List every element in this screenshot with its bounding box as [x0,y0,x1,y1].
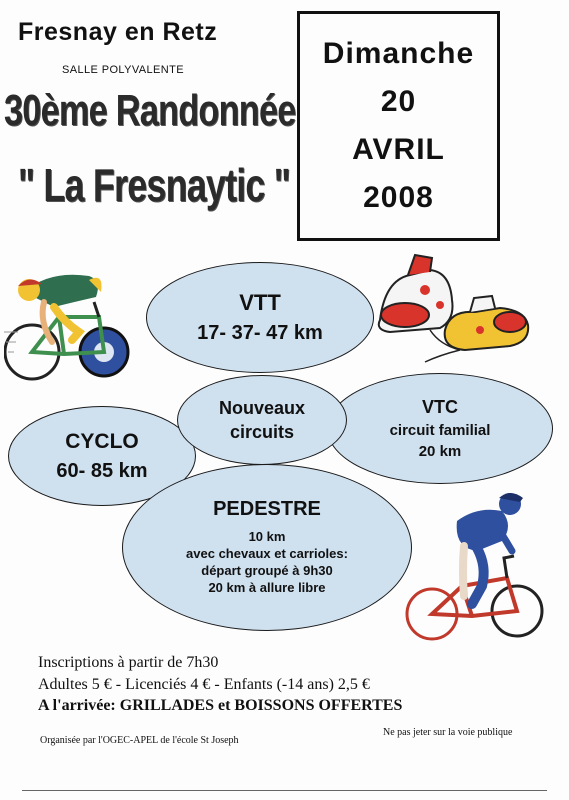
event-title: 30ème Randonnée [4,86,296,135]
pedestre-line-2: avec chevaux et carrioles: [186,546,348,562]
vtc-label: VTC [422,397,458,417]
pedestre-line-4: 20 km à allure libre [208,579,326,595]
pedestre-label: PEDESTRE [213,498,321,521]
cyclist-right-illustration [402,486,552,651]
cyclist-left-illustration [4,262,154,387]
pedestre-line-1: 10 km [248,529,286,545]
vtc-distance: 20 km [418,443,462,460]
arrival-offer [38,695,402,717]
new-circuits-oval [177,375,347,465]
registration-info [38,652,402,717]
date-number: 20 [380,85,417,118]
cyclo-distances: 60- 85 km [56,459,148,482]
pedestre-circuit-oval [122,464,412,631]
arrival-prefix: A l'arrivée: [38,697,120,715]
vtc-circuit-oval [327,373,553,484]
vtt-circuit-oval [146,262,374,373]
venue-name: SALLE POLYVALENTE [62,64,184,76]
cyclo-label: CYCLO [65,429,139,453]
bottom-rule [22,790,547,791]
date-day: Dimanche [322,37,475,70]
date-box [297,11,500,241]
new-circuits-line-2: circuits [229,422,295,442]
organiser-credit: Organisée par l'OGEC-APEL de l'école St Joseph [40,735,239,746]
vtt-label: VTT [239,290,281,315]
vtt-distances: 17- 37- 47 km [197,322,323,344]
arrival-offer-details: GRILLADES et BOISSONS OFFERTES [119,697,403,715]
town-name: Fresnay en Retz [18,18,218,46]
new-circuits-line-1: Nouveaux [218,397,306,418]
registration-time: Inscriptions à partir de 7h30 [38,654,219,671]
date-year: 2008 [363,181,434,214]
event-subtitle: " La Fresnaytic " [18,159,291,211]
clown-shoes-illustration [370,250,535,365]
pedestre-line-3: départ groupé à 9h30 [201,563,333,578]
date-month: AVRIL [352,133,445,166]
litter-notice: Ne pas jeter sur la voie publique [383,727,513,738]
pricing: Adultes 5 € - Licenciés 4 € - Enfants (-14 ans) 2,5 € [38,675,370,693]
vtc-description: circuit familial [389,422,491,439]
